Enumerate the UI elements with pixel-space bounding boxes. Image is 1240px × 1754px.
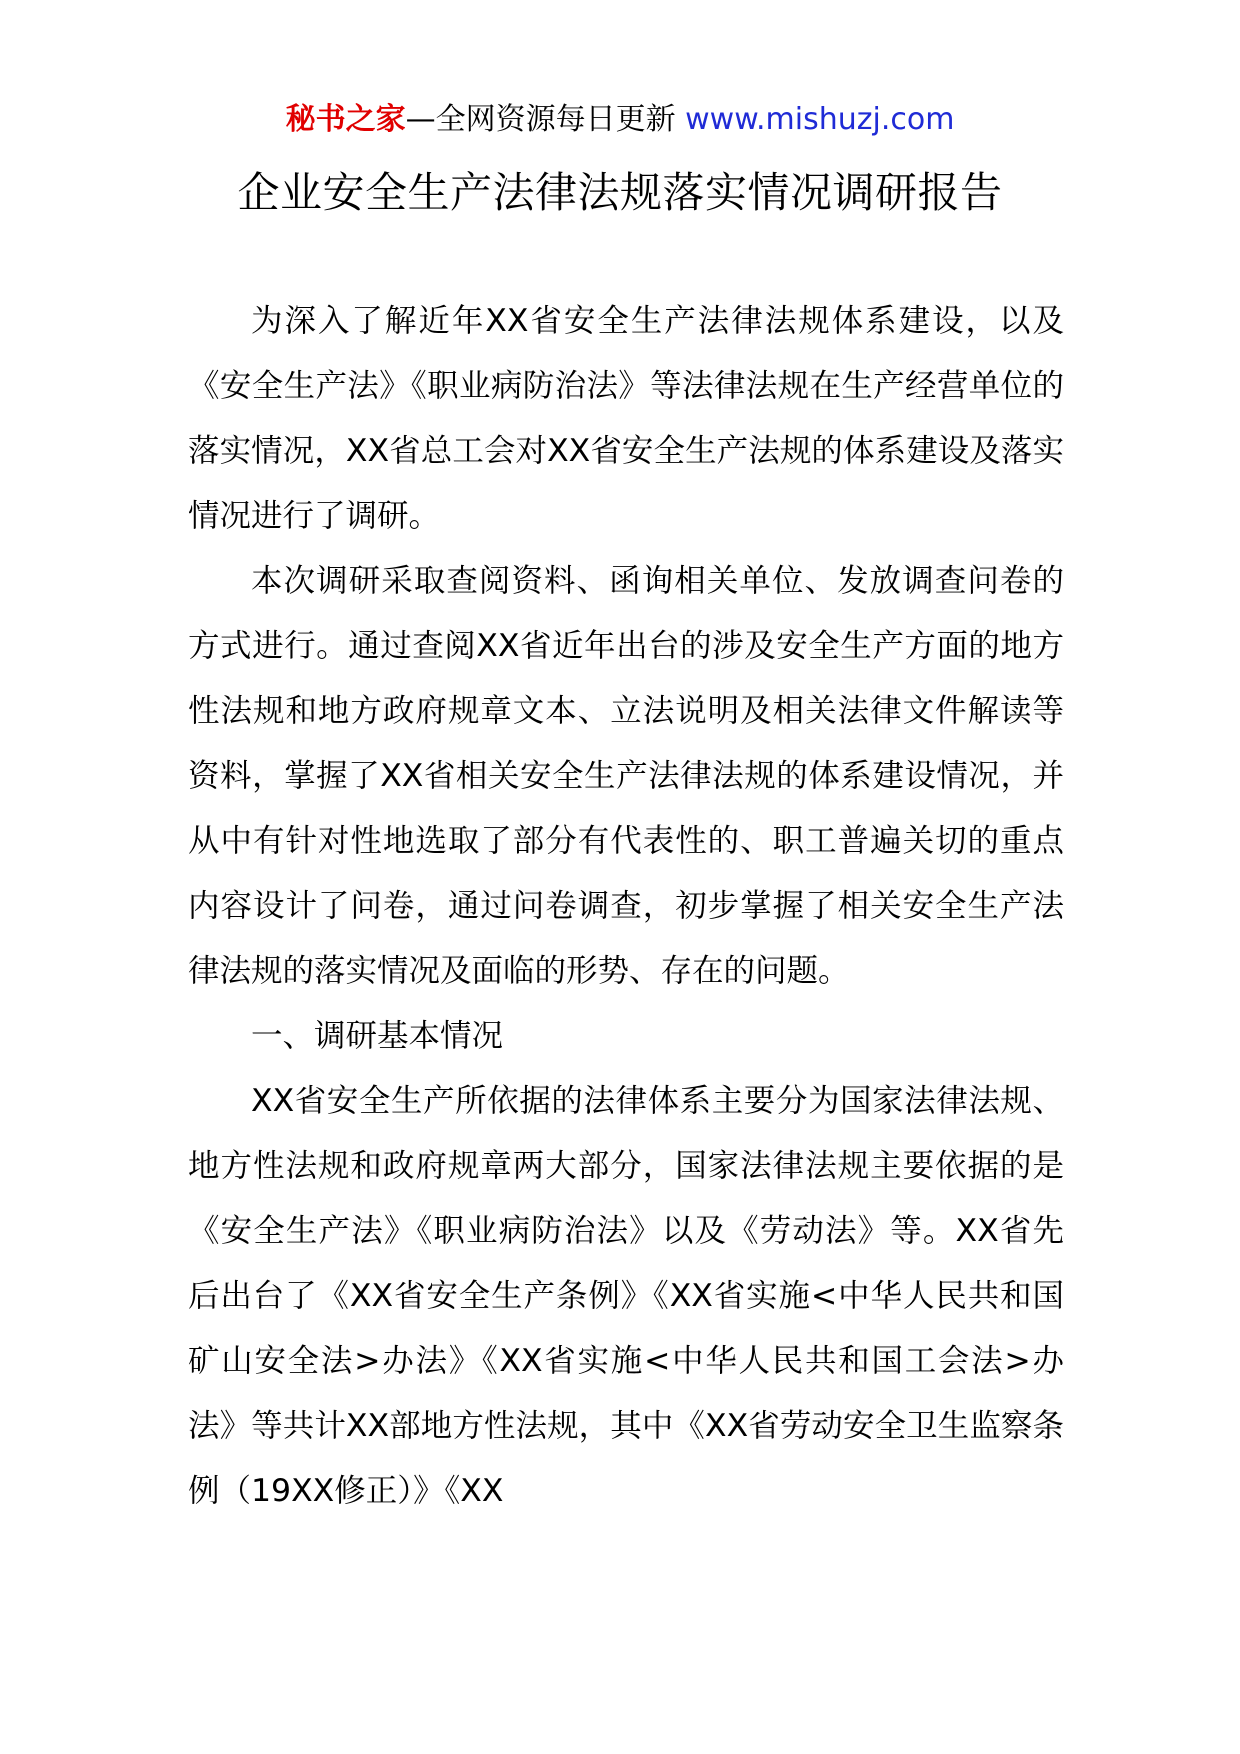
brand-tagline: —全网资源每日更新 bbox=[405, 102, 686, 137]
paragraph-intro: 为深入了解近年XX省安全生产法律法规体系建设，以及《安全生产法》《职业病防治法》等法律法规在生产经营单位的落实情况，XX省总工会对XX省安全生产法规的体系建设及落实情况进行了调研。 bbox=[188, 303, 1064, 534]
paragraph-legal-system: XX省安全生产所依据的法律体系主要分为国家法律法规、地方性法规和政府规章两大部分，国家法律法规主要依据的是《安全生产法》《职业病防治法》以及《劳动法》等。XX省先后出台了《XX省安全生产条例》《XX省实施<中华人民共和国矿山安全法>办法》《XX省实施<中华人民共和国工会法>办法》等共计XX部地方性法规，其中《XX省劳动安全卫生监察条例（19XX修正）》《XX bbox=[188, 1083, 1064, 1509]
site-url: www.mishuzj.com bbox=[685, 102, 955, 137]
section-heading: 一、调研基本情况 bbox=[251, 1018, 504, 1054]
document-title: 企业安全生产法律法规落实情况调研报告 bbox=[237, 168, 1003, 217]
watermark-header bbox=[0, 100, 1240, 140]
brand-name: 秘书之家 bbox=[285, 102, 406, 137]
paragraph-method: 本次调研采取查阅资料、函询相关单位、发放调查问卷的方式进行。通过查阅XX省近年出台的涉及安全生产方面的地方性法规和地方政府规章文本、立法说明及相关法律文件解读等资料，掌握了XX省相关安全生产法律法规的体系建设情况，并从中有针对性地选取了部分有代表性的、职工普遍关切的重点内容设计了问卷，通过问卷调查，初步掌握了相关安全生产法律法规的落实情况及面临的形势、存在的问题。 bbox=[188, 563, 1064, 989]
document-body bbox=[188, 289, 1064, 1524]
